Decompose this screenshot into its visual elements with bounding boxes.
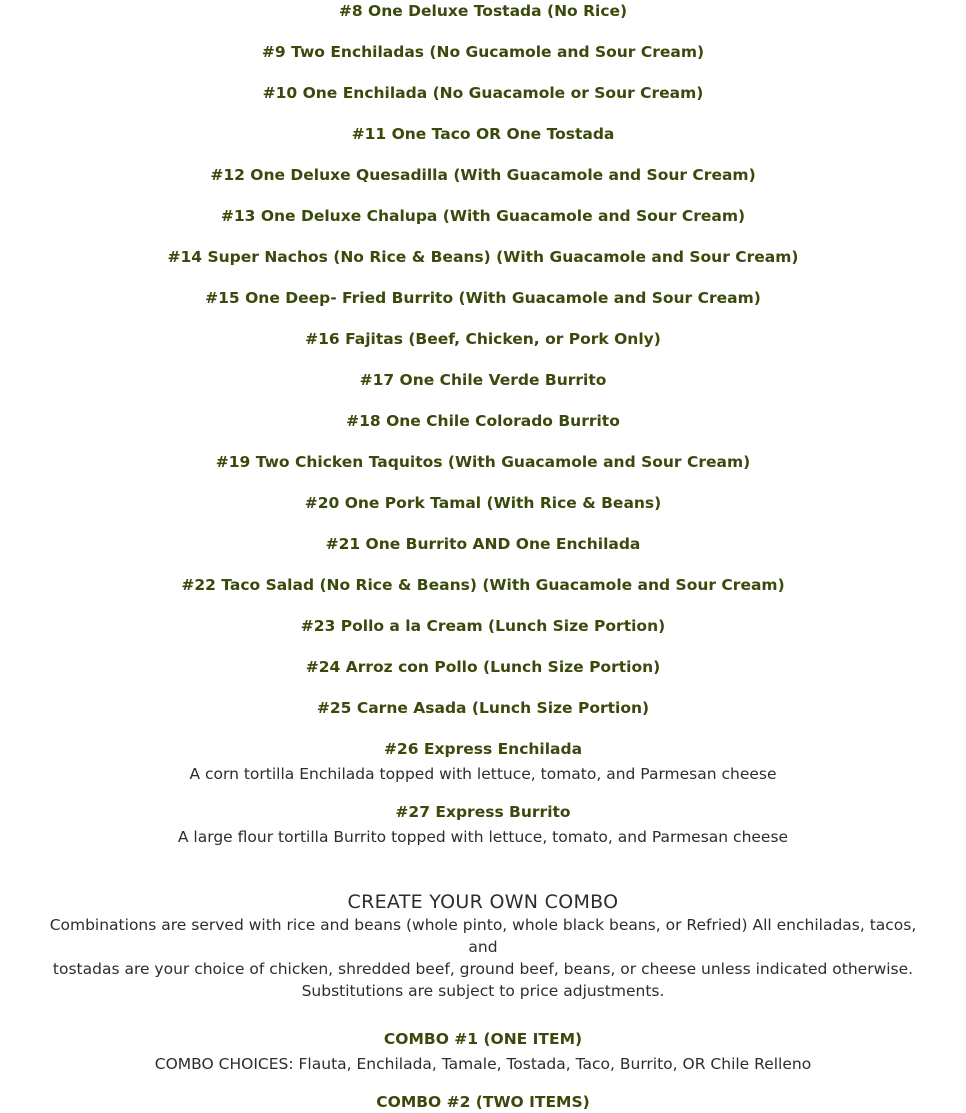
menu-item-22: #22 Taco Salad (No Rice & Beans) (With Guacamole and Sour Cream) xyxy=(181,576,785,594)
menu-item-24: #24 Arroz con Pollo (Lunch Size Portion) xyxy=(305,658,661,676)
menu-item-16: #16 Fajitas (Beef, Chicken, or Pork Only) xyxy=(305,330,661,348)
combo-1-choices: COMBO CHOICES: Flauta, Enchilada, Tamale, Tostada, Taco, Burrito, OR Chile Relleno xyxy=(154,1055,812,1073)
menu-item-19: #19 Two Chicken Taquitos (With Guacamole and Sour Cream) xyxy=(215,453,751,471)
menu-item-17: #17 One Chile Verde Burrito xyxy=(359,371,607,389)
menu-item-20: #20 One Pork Tamal (With Rice & Beans) xyxy=(304,494,662,512)
menu-item-9: #9 Two Enchiladas (No Gucamole and Sour Cream) xyxy=(261,43,705,61)
menu-item-12: #12 One Deluxe Quesadilla (With Guacamole and Sour Cream) xyxy=(210,166,756,184)
menu-item-26-title: #26 Express Enchilada xyxy=(383,740,583,758)
combo-intro-line-2: tostadas are your choice of chicken, shredded beef, ground beef, beans, or cheese unless indicated otherwise. xyxy=(52,960,914,978)
menu-item-26 xyxy=(0,738,966,801)
menu-item-13: #13 One Deluxe Chalupa (With Guacamole and Sour Cream) xyxy=(220,207,746,225)
menu-item-27 xyxy=(0,801,966,848)
menu-item-26-description: A corn tortilla Enchilada topped with lettuce, tomato, and Parmesan cheese xyxy=(189,765,777,783)
combo-intro-line-3: Substitutions are subject to price adjustments. xyxy=(301,982,665,1000)
combo-section-heading: CREATE YOUR OWN COMBO xyxy=(347,891,619,913)
combo-1 xyxy=(0,1028,966,1075)
menu-item-11: #11 One Taco OR One Tostada xyxy=(351,125,615,143)
combo-1-title: COMBO #1 (ONE ITEM) xyxy=(383,1030,583,1048)
menu-item-27-title: #27 Express Burrito xyxy=(395,803,571,821)
menu-item-27-description: A large flour tortilla Burrito topped with lettuce, tomato, and Parmesan cheese xyxy=(177,828,789,846)
combo-2-title: COMBO #2 (TWO ITEMS) xyxy=(376,1093,590,1111)
menu-item-18: #18 One Chile Colorado Burrito xyxy=(346,412,620,430)
menu-item-14: #14 Super Nachos (No Rice & Beans) (With Guacamole and Sour Cream) xyxy=(167,248,799,266)
menu-item-21: #21 One Burrito AND One Enchilada xyxy=(325,535,641,553)
menu-item-23: #23 Pollo a la Cream (Lunch Size Portion) xyxy=(300,617,666,635)
combo-intro-line-1: Combinations are served with rice and beans (whole pinto, whole black beans, or Refried) All enchiladas, tacos, and xyxy=(49,916,917,956)
menu-item-10: #10 One Enchilada (No Guacamole or Sour Cream) xyxy=(262,84,704,102)
combo-section-intro xyxy=(43,914,923,1002)
menu-item-15: #15 One Deep- Fried Burrito (With Guacamole and Sour Cream) xyxy=(205,289,761,307)
combo-2 xyxy=(0,1091,966,1113)
menu-item-8: #8 One Deluxe Tostada (No Rice) xyxy=(338,2,628,20)
menu-item-25: #25 Carne Asada (Lunch Size Portion) xyxy=(316,699,650,717)
